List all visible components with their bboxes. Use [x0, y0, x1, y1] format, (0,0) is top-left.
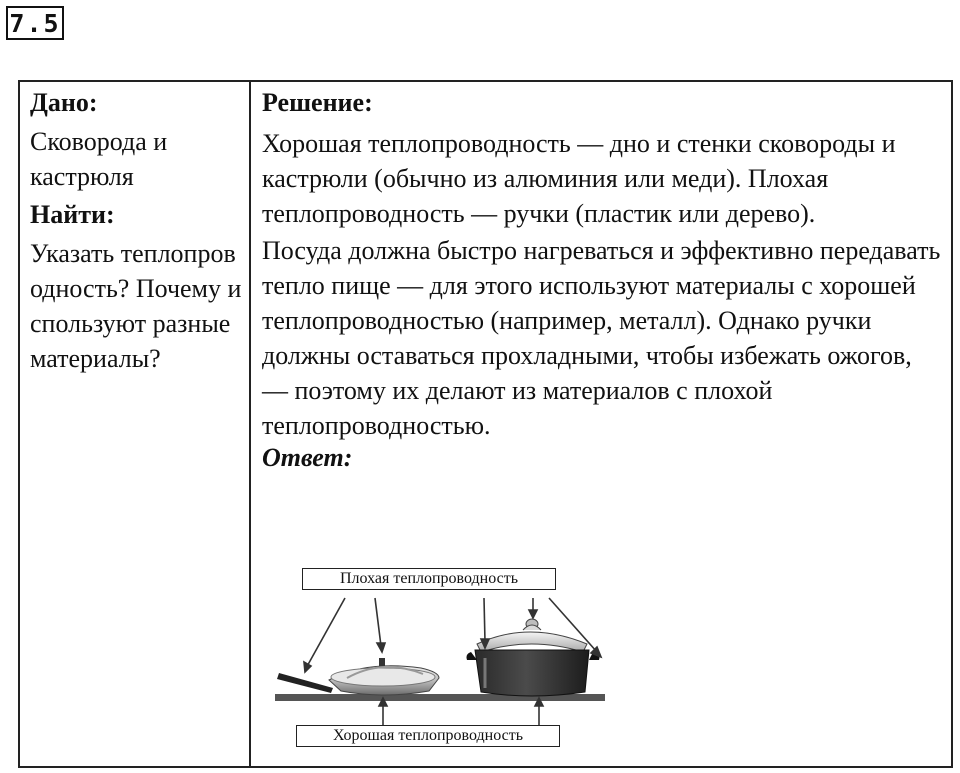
solution-heading: Решение:: [262, 88, 373, 117]
find-heading: Найти:: [30, 200, 115, 229]
solution-paragraph-1: Хорошая теплопроводность — дно и стенки сковороды и кастрюли (обычно из алюминия или меди). Плохая теплопроводность — ручки (пластик или дерево).: [262, 129, 896, 228]
solution-column: [251, 82, 951, 766]
poor-conductivity-label: Плохая теплопроводность: [302, 568, 556, 590]
given-column: [20, 82, 251, 766]
given-text: Сковорода и кастрюля: [30, 127, 168, 191]
solution-paragraph-2: Посуда должна быстро нагреваться и эффективно передавать тепло пище — для этого используют материалы с хорошей теплопроводностью (например, металл). Однако ручки должны оставаться прохладными, чтобы избежать ожогов, — поэтому их делают из материалов с плохой теплопроводностью.: [262, 236, 941, 440]
good-conductivity-label: Хорошая теплопроводность: [296, 725, 560, 747]
find-text: Указать теплопроводность? Почему используют разные материалы?: [30, 239, 242, 373]
cooking-pot: [467, 619, 600, 696]
task-number-badge: 7.5: [6, 6, 64, 40]
answer-heading: Ответ:: [262, 443, 353, 472]
solution-table: [18, 80, 953, 768]
given-heading: Дано:: [30, 88, 98, 117]
bottom-arrows: [379, 698, 543, 726]
cookware-figure: [271, 560, 611, 770]
frying-pan: [277, 658, 439, 695]
